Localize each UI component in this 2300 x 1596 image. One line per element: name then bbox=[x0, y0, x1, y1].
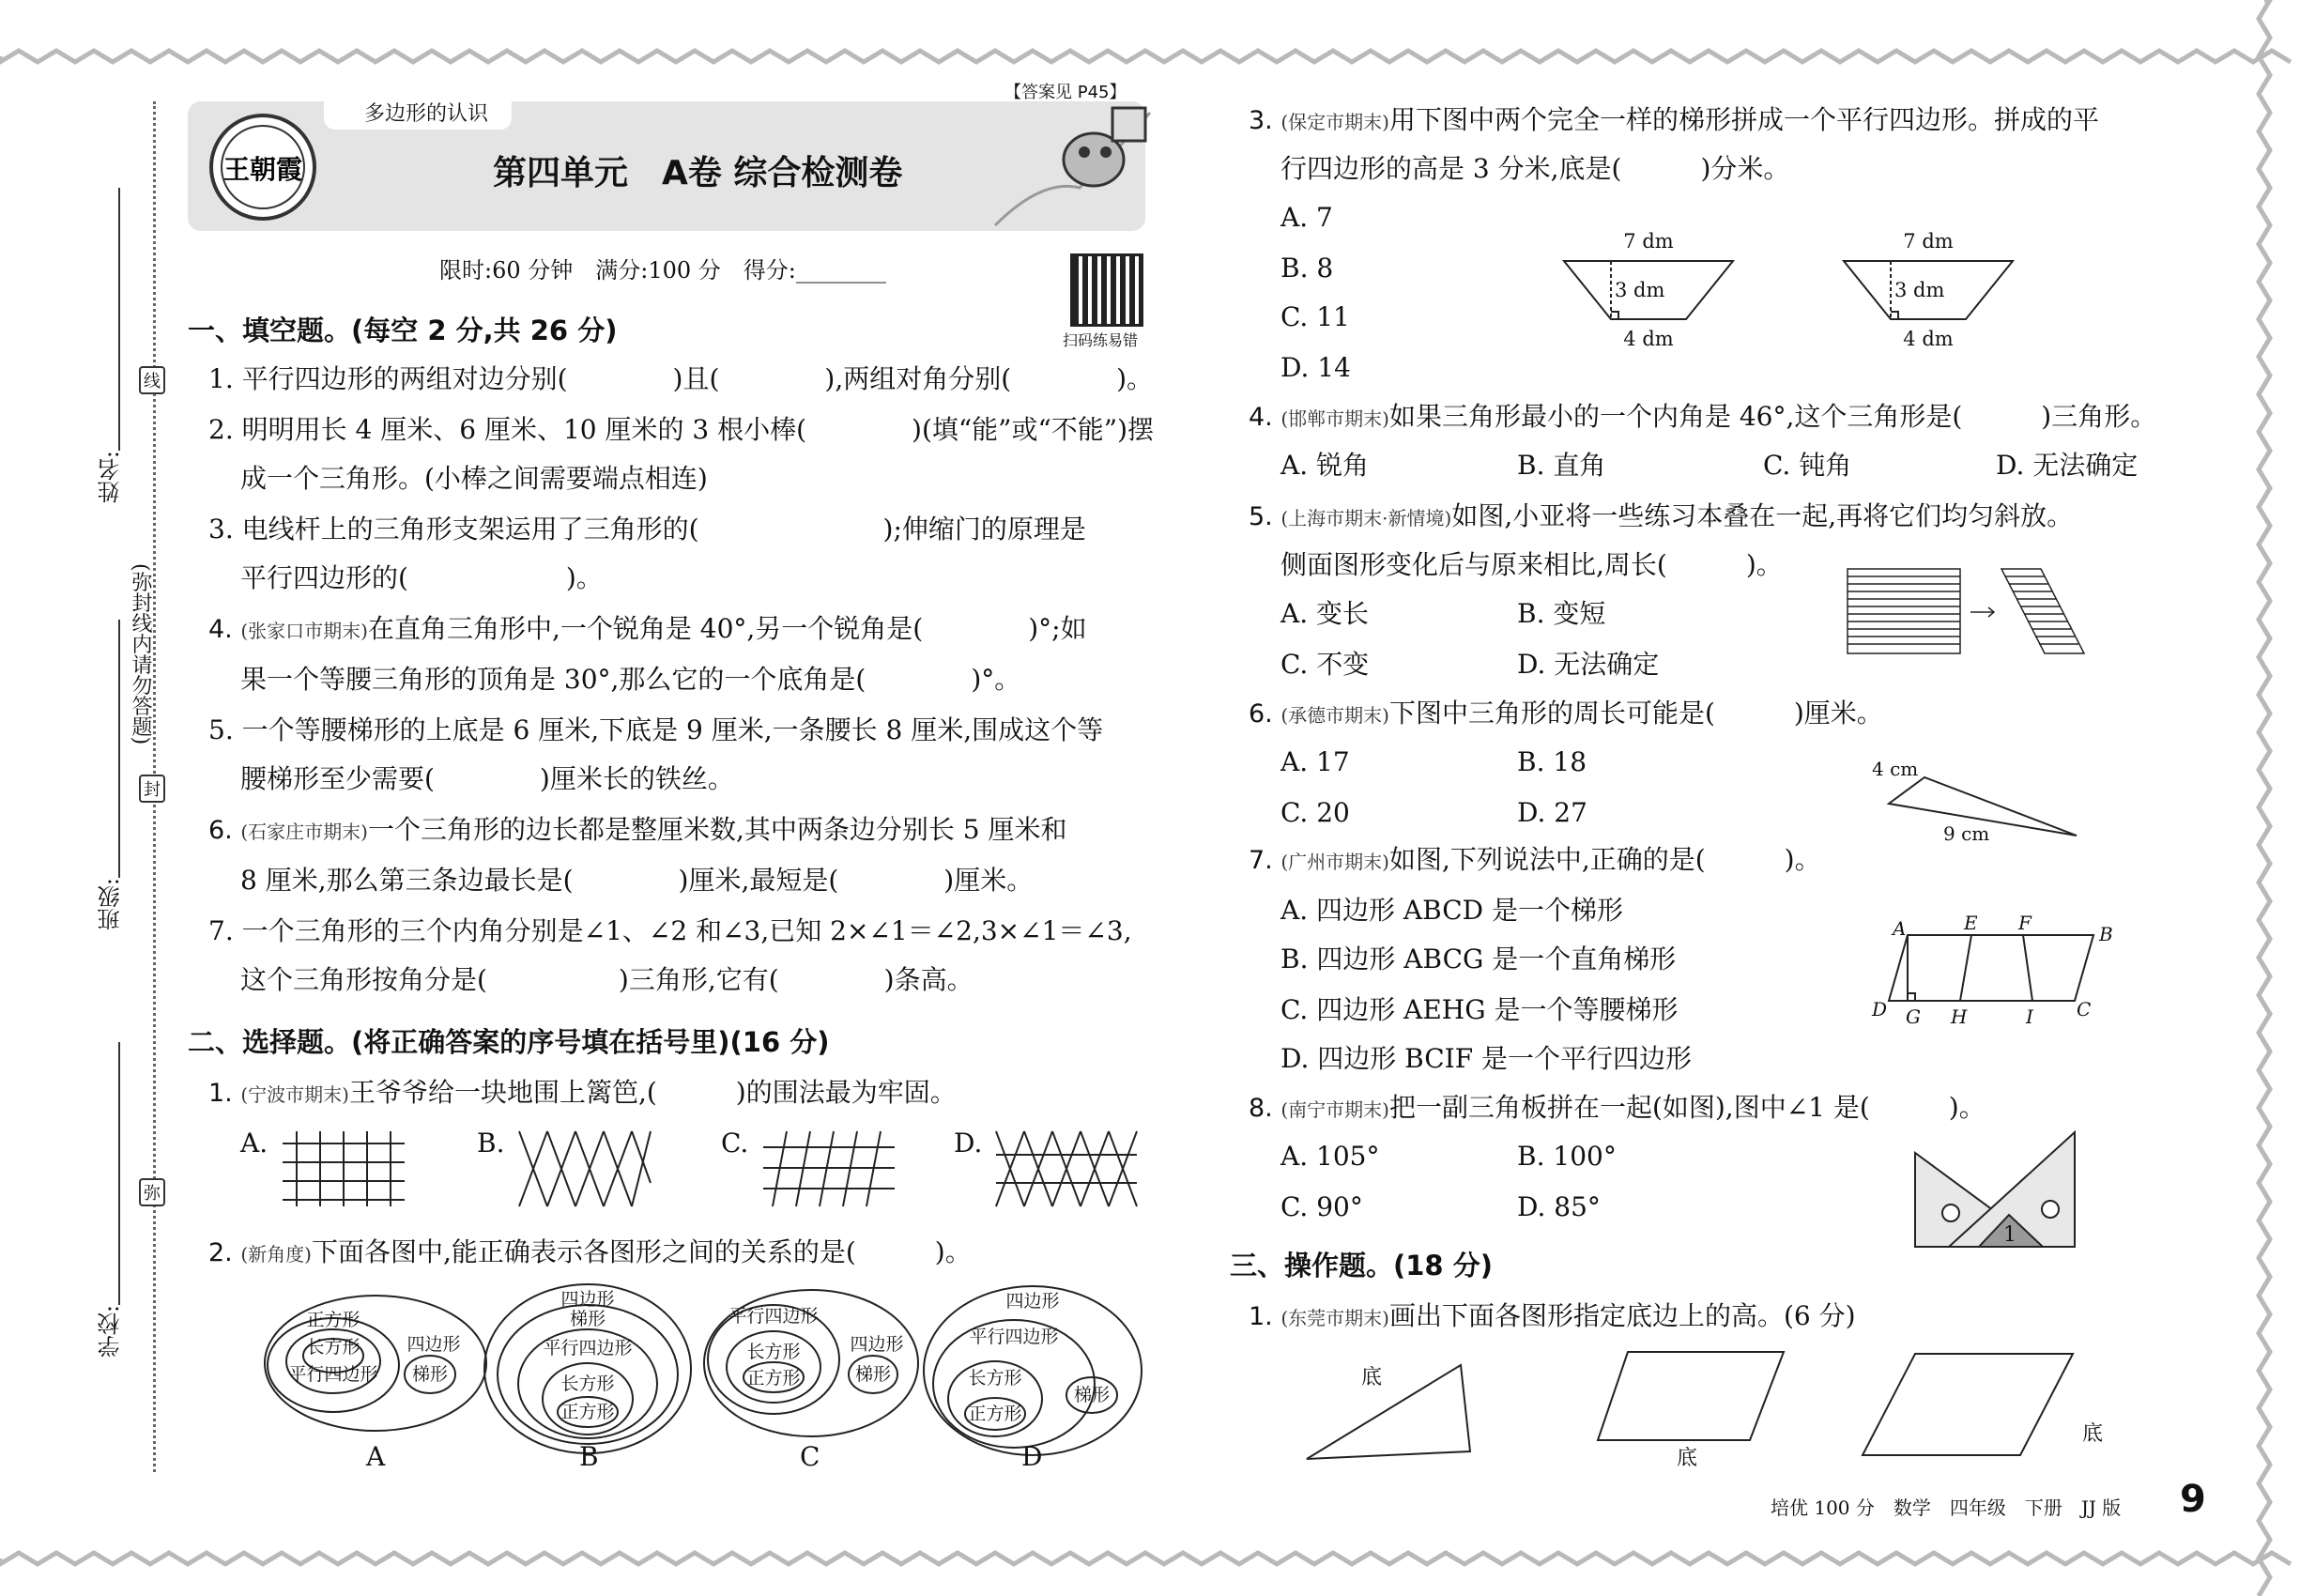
trap1-top-label: 7 dm bbox=[1623, 230, 1674, 253]
mascot-illustration bbox=[986, 94, 1164, 235]
s2-q3-line2: 行四边形的高是 3 分米,底是( )分米。 bbox=[1280, 153, 1790, 184]
s2-q8-source: (南宁市期末) bbox=[1280, 1098, 1389, 1121]
s2-q6-opt-d: D. 27 bbox=[1517, 797, 1587, 828]
fig7-label-b: B bbox=[2099, 923, 2113, 945]
s2-q6-opt-c: C. 20 bbox=[1280, 797, 1350, 828]
s2-q6-opt-a: A. 17 bbox=[1280, 746, 1350, 777]
s2-q4-opt-c: C. 钝角 bbox=[1763, 450, 1852, 481]
s1-q4-line2: 果一个等腰三角形的顶角是 30°,那么它的一个底角是( )°。 bbox=[240, 664, 1021, 695]
s2-q5-opt-c: C. 不变 bbox=[1280, 649, 1370, 680]
triangle-side-4cm: 4 cm bbox=[1872, 758, 1919, 780]
s2-q1: 1. (宁波市期末)王爷爷给一块地围上篱笆,( )的围法最为牢固。 bbox=[208, 1077, 957, 1108]
s2-q8-opt-b: B. 100° bbox=[1517, 1141, 1617, 1172]
fig7-label-f: F bbox=[2018, 912, 2032, 934]
s2-q3-opt-d: D. 14 bbox=[1280, 352, 1351, 383]
fence-option-a-label: A. bbox=[240, 1128, 268, 1159]
venn-b-square: 正方形 bbox=[560, 1402, 615, 1422]
s1-q7-line1: 7. 一个三角形的三个内角分别是∠1、∠2 和∠3,已知 2×∠1＝∠2,3×∠1＝∠3, bbox=[208, 915, 1132, 946]
venn-a-rectangle: 长方形 bbox=[306, 1337, 360, 1358]
s2-q7-opt-c: C. 四边形 AEHG 是一个等腰梯形 bbox=[1280, 994, 1679, 1025]
triangle-figure bbox=[1868, 751, 2093, 845]
s2-q5-opt-b: B. 变短 bbox=[1517, 598, 1606, 629]
venn-label-b: B bbox=[579, 1441, 599, 1472]
quadrilateral-figure bbox=[1868, 907, 2122, 1038]
class-field[interactable] bbox=[118, 620, 120, 878]
trap1-height-label: 3 dm bbox=[1615, 279, 1665, 301]
s2-q7-opt-d: D. 四边形 BCIF 是一个平行四边形 bbox=[1280, 1043, 1693, 1074]
trapezoid-figures bbox=[1555, 225, 2080, 357]
s2-q8-opt-c: C. 90° bbox=[1280, 1191, 1363, 1222]
qr-code[interactable] bbox=[1070, 253, 1143, 327]
s2-q8-opt-d: D. 85° bbox=[1517, 1191, 1601, 1222]
s2-q3-source: (保定市期末) bbox=[1280, 111, 1389, 133]
s3-q1: 1. (东莞市期末)画出下面各图形指定底边上的高。(6 分) bbox=[1249, 1300, 1856, 1331]
section3-heading: 三、操作题。(18 分) bbox=[1230, 1250, 1493, 1281]
mi-mark: 弥 bbox=[139, 1178, 165, 1206]
fig7-label-d: D bbox=[1872, 998, 1888, 1021]
s2-q8-opt-a: A. 105° bbox=[1280, 1141, 1380, 1172]
venn-b-trapezoid: 梯形 bbox=[569, 1309, 606, 1329]
venn-d-square: 正方形 bbox=[968, 1404, 1022, 1424]
s1-q1: 1. 平行四边形的两组对边分别( )且( ),两组对角分别( )。 bbox=[208, 363, 1154, 394]
venn-label-c: C bbox=[800, 1441, 820, 1472]
fig7-label-e: E bbox=[1964, 912, 1978, 934]
venn-d-quadrilateral: 四边形 bbox=[1005, 1291, 1060, 1312]
s1-q3-line2: 平行四边形的( )。 bbox=[240, 562, 603, 593]
venn-label-d: D bbox=[1021, 1441, 1043, 1472]
fig7-label-h: H bbox=[1951, 1005, 1968, 1028]
name-label: 姓名: bbox=[98, 451, 124, 504]
page-title: 第四单元 A卷 综合检测卷 bbox=[493, 154, 903, 192]
s2-q7-opt-b: B. 四边形 ABCG 是一个直角梯形 bbox=[1280, 944, 1677, 974]
venn-c-parallelogram: 平行四边形 bbox=[728, 1306, 819, 1327]
s2-q4-opt-b: B. 直角 bbox=[1517, 450, 1606, 481]
venn-d-rectangle: 长方形 bbox=[968, 1368, 1022, 1389]
s2-q5-line2: 侧面图形变化后与原来相比,周长( )。 bbox=[1280, 549, 1783, 580]
venn-d-trapezoid: 梯形 bbox=[1073, 1385, 1111, 1405]
s1-q5-line1: 5. 一个等腰梯形的上底是 6 厘米,下底是 9 厘米,一条腰长 8 厘米,围成这个等 bbox=[208, 714, 1104, 745]
venn-a-quadrilateral: 四边形 bbox=[406, 1334, 461, 1355]
page-number: 9 bbox=[2180, 1478, 2206, 1521]
trap2-top-label: 7 dm bbox=[1903, 230, 1954, 253]
draw-height-figures bbox=[1296, 1343, 2112, 1474]
feng-mark: 封 bbox=[139, 775, 165, 803]
fence-option-c-label: C. bbox=[721, 1128, 749, 1159]
fig7-label-i: I bbox=[2026, 1005, 2033, 1028]
venn-b-quadrilateral: 四边形 bbox=[560, 1289, 615, 1310]
s1-q4-line1: 4. (张家口市期末)在直角三角形中,一个锐角是 40°,另一个锐角是( )°;如 bbox=[208, 613, 1087, 644]
school-label: 学校: bbox=[98, 1305, 124, 1358]
fig7-label-g: G bbox=[1906, 1005, 1921, 1028]
s2-q4-opt-d: D. 无法确定 bbox=[1996, 450, 2139, 481]
s2-q3-line1: 3. (保定市期末)用下图中两个完全一样的梯形拼成一个平行四边形。拼成的平 bbox=[1249, 104, 2099, 135]
s2-q5-source: (上海市期末·新情境) bbox=[1280, 507, 1452, 529]
s1-q4-source: (张家口市期末) bbox=[240, 620, 368, 642]
s1-q3-line1: 3. 电线杆上的三角形支架运用了三角形的( );伸缩门的原理是 bbox=[208, 514, 1086, 545]
s2-q5-opt-a: A. 变长 bbox=[1280, 598, 1370, 629]
trap2-bottom-label: 4 dm bbox=[1903, 328, 1954, 350]
venn-a-square: 正方形 bbox=[306, 1310, 360, 1330]
s2-q7-source: (广州市期末) bbox=[1280, 851, 1389, 873]
venn-c-trapezoid: 梯形 bbox=[854, 1364, 892, 1385]
venn-c-rectangle: 长方形 bbox=[746, 1342, 801, 1362]
answer-ref: 【答案见 P45】 bbox=[1004, 83, 1127, 102]
s2-q8: 8. (南宁市期末)把一副三角板拼在一起(如图),图中∠1 是( )。 bbox=[1249, 1092, 1986, 1123]
venn-c-quadrilateral: 四边形 bbox=[850, 1334, 904, 1355]
s2-q5-opt-d: D. 无法确定 bbox=[1517, 649, 1660, 680]
s2-q3-opt-a: A. 7 bbox=[1280, 202, 1333, 233]
fence-b-figure bbox=[514, 1127, 655, 1211]
s2-q2: 2. (新角度)下面各图中,能正确表示各图形之间的关系的是( )。 bbox=[208, 1236, 972, 1267]
venn-d-parallelogram: 平行四边形 bbox=[969, 1327, 1059, 1347]
s1-q2-line1: 2. 明明用长 4 厘米、6 厘米、10 厘米的 3 根小棒( )(填“能”或“不能”)摆 bbox=[208, 414, 1155, 445]
section2-heading: 二、选择题。(将正确答案的序号填在括号里)(16 分) bbox=[188, 1026, 830, 1058]
fig3-base-label: 底 bbox=[2082, 1422, 2104, 1446]
s2-q7-opt-a: A. 四边形 ABCD 是一个梯形 bbox=[1280, 895, 1624, 926]
fence-a-figure bbox=[278, 1127, 409, 1211]
trap2-height-label: 3 dm bbox=[1894, 279, 1945, 301]
footer-info: 培优 100 分 数学 四年级 下册 JJ 版 bbox=[1771, 1496, 2122, 1519]
s2-q3-opt-b: B. 8 bbox=[1280, 253, 1334, 284]
notebook-stack-figure bbox=[1844, 565, 2088, 659]
school-field[interactable] bbox=[118, 1042, 120, 1305]
venn-a-trapezoid: 梯形 bbox=[411, 1364, 449, 1385]
s3-q1-source: (东莞市期末) bbox=[1280, 1307, 1389, 1329]
fig2-base-label: 底 bbox=[1677, 1447, 1698, 1470]
fence-option-b-label: B. bbox=[477, 1128, 505, 1159]
s2-q2-source: (新角度) bbox=[240, 1243, 312, 1266]
s2-q5-line1: 5. (上海市期末·新情境)如图,小亚将一些练习本叠在一起,再将它们均匀斜放。 bbox=[1249, 500, 2074, 531]
s2-q7: 7. (广州市期末)如图,下列说法中,正确的是( )。 bbox=[1249, 844, 1821, 875]
fence-d-figure bbox=[991, 1127, 1142, 1211]
fig1-base-label: 底 bbox=[1361, 1366, 1383, 1389]
s2-q1-source: (宁波市期末) bbox=[240, 1083, 349, 1106]
binding-strip bbox=[0, 0, 164, 1596]
s2-q6: 6. (承德市期末)下图中三角形的周长可能是( )厘米。 bbox=[1249, 698, 1883, 729]
section1-heading: 一、填空题。(每空 2 分,共 26 分) bbox=[188, 315, 618, 346]
s2-q6-source: (承德市期末) bbox=[1280, 704, 1389, 727]
venn-b-rectangle: 长方形 bbox=[560, 1373, 615, 1394]
qr-label: 扫码练易错 bbox=[1063, 331, 1139, 349]
s2-q4: 4. (邯郸市期末)如果三角形最小的一个内角是 46°,这个三角形是( )三角形。 bbox=[1249, 401, 2157, 432]
s1-q6-source: (石家庄市期末) bbox=[240, 821, 368, 843]
brand-logo bbox=[207, 111, 319, 223]
fig7-label-a: A bbox=[1893, 917, 1907, 940]
s2-q3-opt-c: C. 11 bbox=[1280, 301, 1350, 332]
exam-meta: 限时:60 分钟 满分:100 分 得分:________ bbox=[439, 257, 886, 284]
trap1-bottom-label: 4 dm bbox=[1623, 328, 1674, 350]
s1-q5-line2: 腰梯形至少需要( )厘米长的铁丝。 bbox=[240, 763, 734, 794]
s2-q6-opt-b: B. 18 bbox=[1517, 746, 1587, 777]
venn-c-square: 正方形 bbox=[746, 1368, 801, 1389]
svg-text:王朝霞: 王朝霞 bbox=[222, 154, 303, 185]
s1-q6-line2: 8 厘米,那么第三条边最长是( )厘米,最短是( )厘米。 bbox=[240, 865, 1034, 896]
angle-1-label: 1 bbox=[2003, 1223, 2016, 1247]
header-subtitle: 多边形的认识 bbox=[364, 102, 489, 126]
name-field[interactable] bbox=[118, 188, 120, 451]
xian-mark: 线 bbox=[139, 366, 165, 394]
triangle-side-9cm: 9 cm bbox=[1943, 822, 1990, 845]
s1-q6-line1: 6. (石家庄市期末)一个三角形的边长都是整厘米数,其中两条边分别长 5 厘米和 bbox=[208, 814, 1067, 845]
s2-q4-opt-a: A. 锐角 bbox=[1280, 450, 1370, 481]
s2-q4-source: (邯郸市期末) bbox=[1280, 407, 1389, 430]
venn-b-parallelogram: 平行四边形 bbox=[543, 1338, 633, 1358]
s1-q7-line2: 这个三角形按角分是( )三角形,它有( )条高。 bbox=[240, 964, 974, 995]
fence-option-d-label: D. bbox=[954, 1128, 983, 1159]
set-square-figure bbox=[1911, 1128, 2080, 1251]
s1-q2-line2: 成一个三角形。(小棒之间需要端点相连) bbox=[240, 463, 708, 494]
venn-label-a: A bbox=[366, 1441, 386, 1472]
class-label: 班级: bbox=[98, 878, 124, 931]
fence-c-figure bbox=[759, 1127, 899, 1211]
fig7-label-c: C bbox=[2077, 998, 2092, 1021]
binding-notice: (弥封线内请勿答题) bbox=[129, 563, 152, 745]
venn-a-parallelogram: 平行四边形 bbox=[288, 1364, 378, 1385]
